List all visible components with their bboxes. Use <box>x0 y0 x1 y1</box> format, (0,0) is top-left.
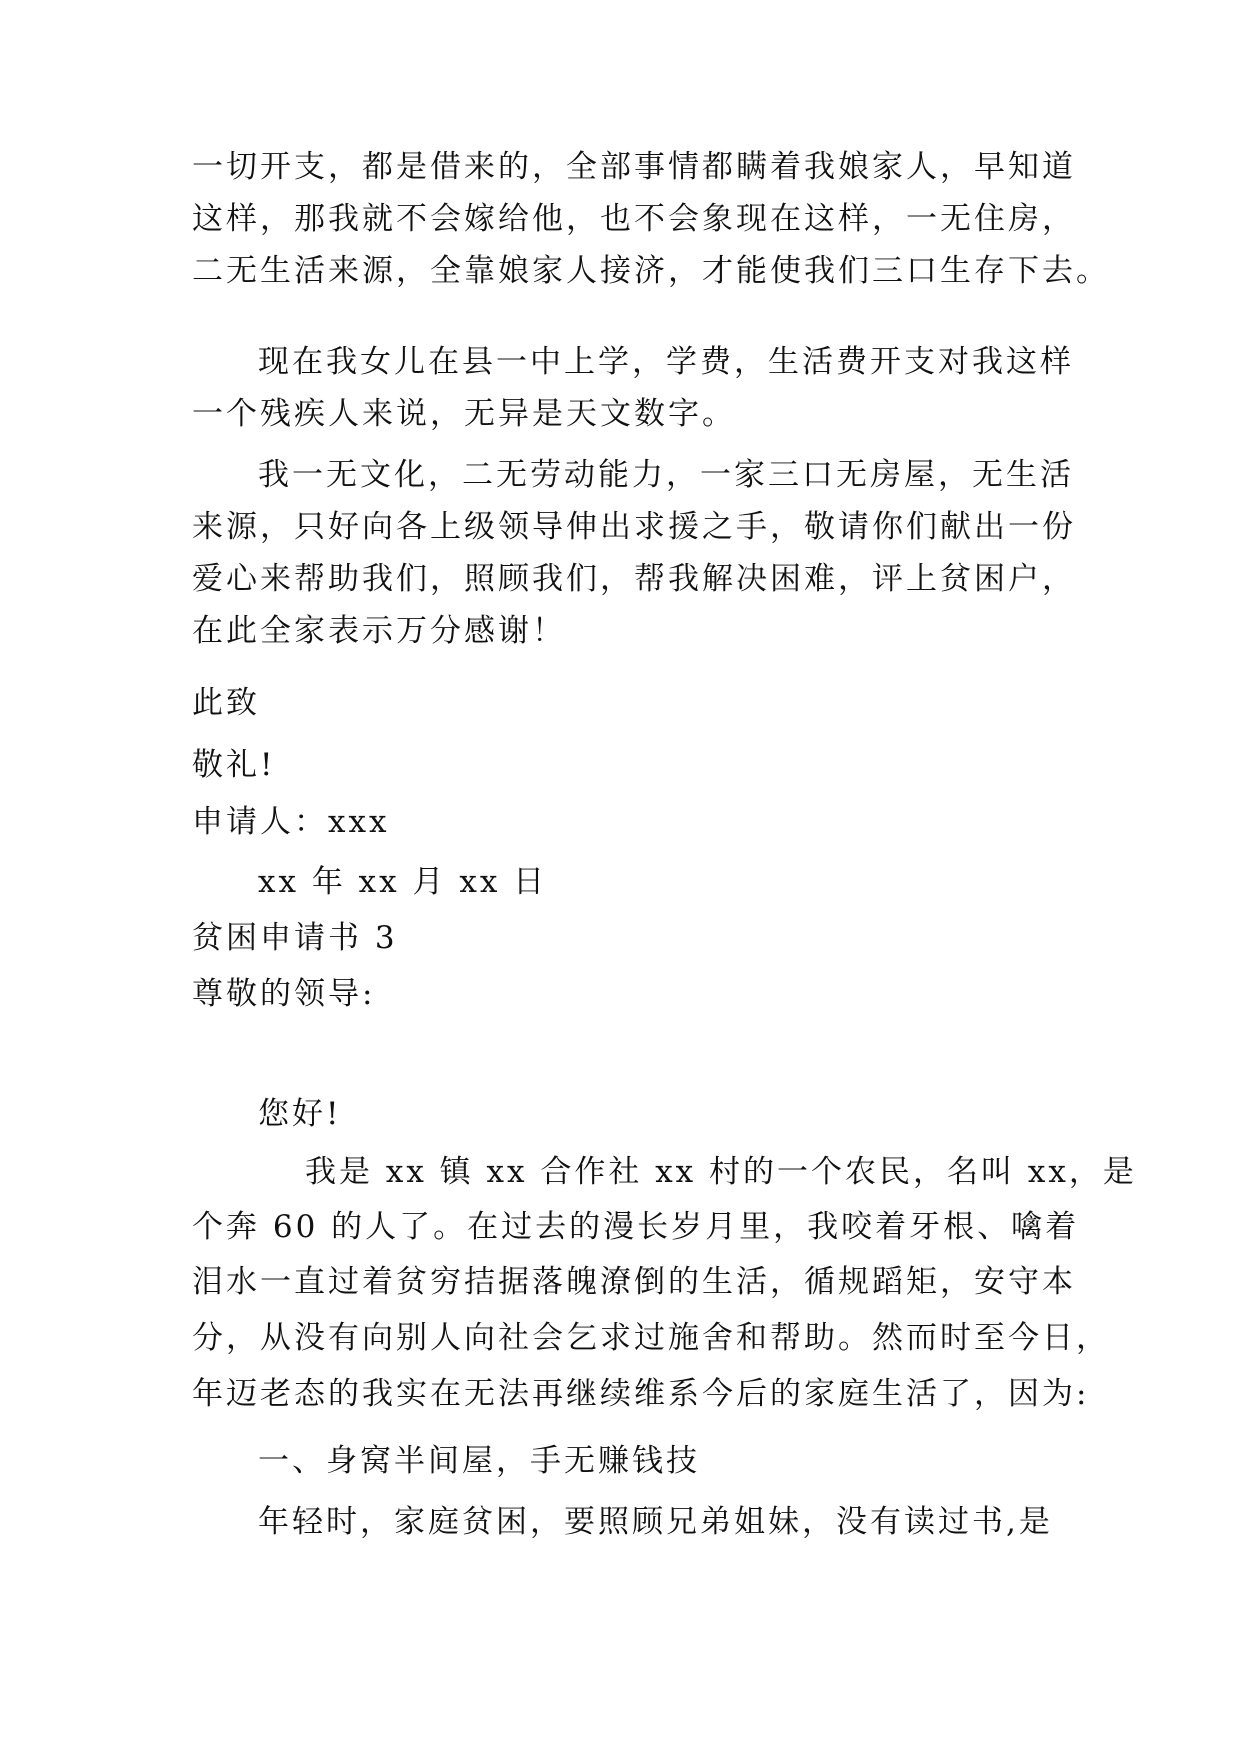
section-heading: 一、身窝半间屋，手无赚钱技 <box>258 1443 700 1479</box>
paragraph-start-line: 我是 xx 镇 xx 合作社 xx 村的一个农民，名叫 xx，是 <box>305 1154 1137 1190</box>
section-title: 贫困申请书 3 <box>192 920 398 956</box>
text-line: 泪水一直过着贫穷拮据落魄潦倒的生活，循规蹈矩，安守本 <box>192 1264 1076 1300</box>
text-line: 来源，只好向各上级领导伸出求援之手，敬请你们献出一份 <box>192 509 1076 545</box>
text-line: 个奔 60 的人了。在过去的漫长岁月里，我咬着牙根、噙着 <box>192 1209 1080 1245</box>
closing-regards: 敬礼! <box>192 747 276 783</box>
text-line: 分，从没有向别人向社会乞求过施舍和帮助。然而时至今日， <box>192 1320 1110 1356</box>
closing-salutation: 此致 <box>192 685 260 721</box>
date-line: xx 年 xx 月 xx 日 <box>258 864 548 900</box>
text-line: 年迈老态的我实在无法再继续维系今后的家庭生活了，因为: <box>192 1376 1090 1412</box>
text-line: 在此全家表示万分感谢！ <box>192 613 566 649</box>
paragraph-start-line: 现在我女儿在县一中上学，学费，生活费开支对我这样 <box>258 344 1074 380</box>
paragraph-start-line: 年轻时，家庭贫困，要照顾兄弟姐妹，没有读过书,是 <box>258 1504 1053 1540</box>
text-line: 这样，那我就不会嫁给他，也不会象现在这样，一无住房， <box>192 201 1076 237</box>
greeting-recipient: 尊敬的领导: <box>192 976 376 1012</box>
paragraph-start-line: 我一无文化，二无劳动能力，一家三口无房屋，无生活 <box>258 457 1074 493</box>
text-line: 一切开支，都是借来的，全部事情都瞒着我娘家人，早知道 <box>192 149 1076 185</box>
text-line: 一个残疾人来说，无异是天文数字。 <box>192 396 736 432</box>
text-line: 爱心来帮助我们，照顾我们，帮我解决困难，评上贫困户， <box>192 561 1076 597</box>
applicant-line: 申请人：xxx <box>192 804 390 840</box>
greeting-line: 您好! <box>258 1096 342 1132</box>
text-line: 二无生活来源，全靠娘家人接济，才能使我们三口生存下去。 <box>192 253 1110 289</box>
